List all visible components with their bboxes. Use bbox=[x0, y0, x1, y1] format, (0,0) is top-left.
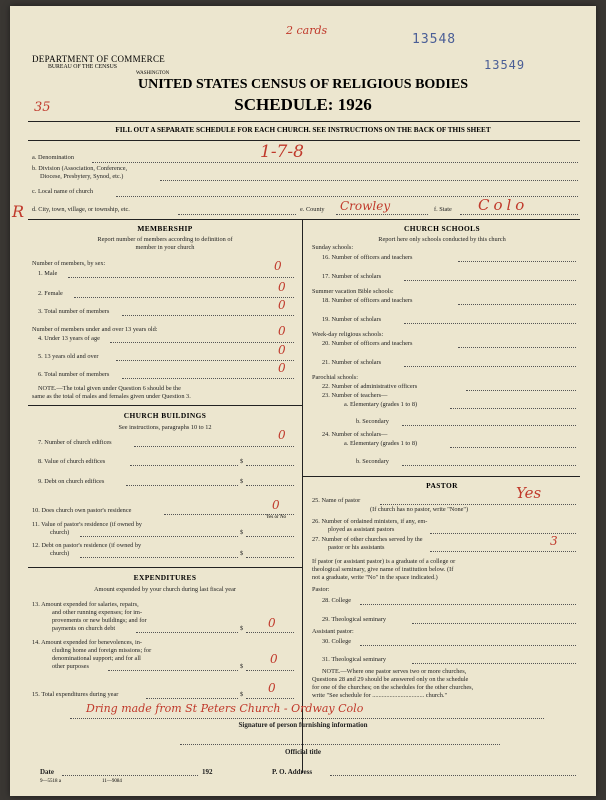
division-label: b. Division (Association, Conference, bbox=[32, 165, 128, 172]
edifices-value-label: 8. Value of church edifices bbox=[38, 458, 106, 465]
q24-label: 24. Number of scholars— bbox=[322, 431, 388, 438]
expense-14-value: 0 bbox=[270, 652, 278, 666]
residence-debt-label: 12. Debt on pastor's residence (if owned by bbox=[32, 542, 142, 549]
dollar-sign: $ bbox=[240, 663, 244, 670]
expense-13-line-a: and other running expenses; for im- bbox=[52, 609, 143, 616]
female-value: 0 bbox=[278, 280, 286, 294]
q27-value: 3 bbox=[550, 534, 558, 548]
assistant-pastor-heading: Assistant pastor: bbox=[312, 628, 354, 635]
age-intro-label: Number of members under and over 13 years old: bbox=[32, 326, 158, 333]
expense-14-line-0: 14. Amount expended for benevolences, in- bbox=[32, 639, 142, 646]
pastor-note-3: for one of the churches; on the schedules for the other churches, bbox=[312, 684, 474, 691]
state-label: f. State bbox=[434, 206, 452, 213]
instruction-rule bbox=[28, 140, 580, 141]
buildings-sub: See instructions, paragraphs 10 to 12 bbox=[118, 424, 212, 431]
date-label: Date bbox=[40, 768, 54, 776]
print-number: 11—9084 bbox=[102, 779, 122, 784]
q29-label: 29. Theological seminary bbox=[322, 616, 387, 623]
under-13-label: 4. Under 13 years of age bbox=[38, 335, 100, 342]
by-sex-label: Number of members, by sex: bbox=[32, 260, 106, 267]
pastor-name-value: Yes bbox=[516, 484, 542, 502]
q23-label: 23. Number of teachers— bbox=[322, 392, 388, 399]
q28-label: 28. College bbox=[322, 597, 352, 604]
total-members-2-label: 6. Total number of members bbox=[38, 371, 110, 378]
margin-letter: R bbox=[12, 202, 25, 221]
year-prefix: 192 bbox=[202, 768, 213, 776]
q16-label: 16. Number of officers and teachers bbox=[322, 254, 413, 261]
edifices-label: 7. Number of church edifices bbox=[38, 439, 112, 446]
accession-stamp-1: 13548 bbox=[412, 32, 457, 47]
cards-note: 2 cards bbox=[286, 24, 328, 37]
county-value: Crowley bbox=[340, 199, 391, 213]
edifices-debt-label: 9. Debt on church edifices bbox=[38, 478, 105, 485]
yes-no-hint: Yes or No bbox=[266, 515, 287, 520]
q18-label: 18. Number of officers and teachers bbox=[322, 297, 413, 304]
official-title-label: Official title bbox=[285, 748, 321, 756]
q22-label: 22. Number of administrative officers bbox=[322, 383, 418, 390]
q26-label: 26. Number of ordained ministers, if any, em- bbox=[312, 518, 428, 525]
membership-note-2: same as the total of males and females given under Question 3. bbox=[32, 393, 191, 400]
schools-title: CHURCH SCHOOLS bbox=[403, 224, 481, 233]
section-rule bbox=[28, 219, 580, 220]
pastor-residence-value: 0 bbox=[272, 498, 280, 512]
expenditures-sub: Amount expended by your church during last fiscal year bbox=[94, 586, 236, 593]
q27-label: 27. Number of other churches served by the bbox=[312, 536, 423, 543]
pastor-name-hint: (If church has no pastor, write "None") bbox=[370, 506, 469, 513]
expense-14-line-b: denominational support; and for all bbox=[52, 655, 141, 662]
dollar-sign: $ bbox=[240, 691, 244, 698]
census-form-sheet bbox=[10, 6, 596, 796]
top-rule bbox=[28, 121, 580, 122]
denomination-value: 1-7-8 bbox=[260, 142, 304, 162]
q27-label-2: pastor or his assistants bbox=[328, 544, 385, 551]
membership-note-1: NOTE.—The total given under Question 6 should be the bbox=[38, 385, 181, 392]
city-field-label: d. City, town, village, or township, etc. bbox=[32, 206, 130, 213]
expense-15-value: 0 bbox=[268, 681, 276, 695]
graduate-intro-2: theological seminary, give name of institution below. (If bbox=[312, 566, 454, 573]
q20-label: 20. Number of officers and teachers bbox=[322, 340, 413, 347]
dollar-sign: $ bbox=[240, 529, 244, 536]
total-members-2-value: 0 bbox=[278, 361, 286, 375]
total-members-value: 0 bbox=[278, 298, 286, 312]
dollar-sign: $ bbox=[240, 478, 244, 485]
total-members-label: 3. Total number of members bbox=[38, 308, 110, 315]
q17-label: 17. Number of scholars bbox=[322, 273, 382, 280]
q21-label: 21. Number of scholars bbox=[322, 359, 382, 366]
accession-stamp-2: 13549 bbox=[484, 58, 526, 72]
q24b-label: b. Secondary bbox=[356, 458, 389, 465]
expense-15-label: 15. Total expenditures during year bbox=[32, 691, 119, 698]
dollar-sign: $ bbox=[240, 625, 244, 632]
residence-value-label: 11. Value of pastor's residence (if owned by bbox=[32, 521, 142, 528]
instruction-line: FILL OUT A SEPARATE SCHEDULE FOR EACH CHURCH. SEE INSTRUCTIONS ON THE BACK OF THIS SHEET bbox=[115, 126, 491, 134]
schools-intro: Report here only schools conducted by this church bbox=[378, 236, 506, 243]
expense-13-line-0: 13. Amount expended for salaries, repairs, bbox=[32, 601, 139, 608]
pastor-name-label: 25. Name of pastor bbox=[312, 497, 361, 504]
schedule-title: SCHEDULE: 1926 bbox=[234, 95, 372, 114]
local-name-label: c. Local name of church bbox=[32, 188, 94, 195]
membership-title: MEMBERSHIP bbox=[137, 224, 193, 233]
graduate-intro-1: If pastor (or assistant pastor) is a graduate of a college or bbox=[312, 558, 456, 565]
weekday-schools-label: Week-day religious schools: bbox=[312, 331, 384, 338]
pastor-college-heading: Pastor: bbox=[312, 586, 330, 593]
county-label: e. County bbox=[300, 206, 325, 213]
sunday-schools-label: Sunday schools: bbox=[312, 244, 354, 251]
q26-label-2: ployed as assistant pastors bbox=[328, 526, 395, 533]
over-13-label: 5. 13 years old and over bbox=[38, 353, 99, 360]
form-title: UNITED STATES CENSUS OF RELIGIOUS BODIES bbox=[137, 77, 468, 92]
margin-number: 35 bbox=[34, 100, 51, 115]
male-label: 1. Male bbox=[38, 270, 58, 277]
residence-debt-label-2: church) bbox=[50, 550, 70, 557]
parochial-schools-label: Parochial schools: bbox=[312, 374, 358, 381]
q31-label: 31. Theological seminary bbox=[322, 656, 387, 663]
buildings-title: CHURCH BUILDINGS bbox=[123, 411, 207, 420]
bureau-label: BUREAU OF THE CENSUS bbox=[48, 64, 117, 70]
division-label-2: Diocese, Presbytery, Synod, etc.) bbox=[40, 173, 124, 180]
q23a-label: a. Elementary (grades 1 to 8) bbox=[344, 401, 418, 408]
q19-label: 19. Number of scholars bbox=[322, 316, 382, 323]
expense-13-value: 0 bbox=[268, 616, 276, 630]
male-value: 0 bbox=[274, 259, 282, 273]
expense-14-line-c: other purposes bbox=[52, 663, 89, 670]
residence-value-label-2: church) bbox=[50, 529, 70, 536]
graduate-intro-3: not a graduate, write "No" in the space indicated.) bbox=[312, 574, 438, 581]
summer-schools-label: Summer vacation Bible schools: bbox=[312, 288, 394, 295]
signature-value: Dring made from St Peters Church - Ordway Colo bbox=[86, 702, 364, 715]
q23b-label: b. Secondary bbox=[356, 418, 389, 425]
column-divider bbox=[302, 219, 303, 773]
city-label: WASHINGTON bbox=[136, 71, 170, 76]
dollar-sign: $ bbox=[240, 550, 244, 557]
q30-label: 30. College bbox=[322, 638, 352, 645]
expenditures-title: EXPENDITURES bbox=[133, 573, 197, 582]
membership-intro-1: Report number of members according to definition of bbox=[97, 236, 233, 243]
female-label: 2. Female bbox=[38, 290, 63, 297]
q24a-label: a. Elementary (grades 1 to 8) bbox=[344, 440, 418, 447]
po-address-label: P. O. Address bbox=[272, 768, 313, 776]
expense-13-line-b: provements or new buildings; and for bbox=[52, 617, 147, 624]
expense-14-line-a: cluding home and foreign missions; for bbox=[52, 647, 152, 654]
over-13-value: 0 bbox=[278, 343, 286, 357]
expense-13-line-c: payments on church debt bbox=[52, 625, 116, 632]
form-number: 9—5518 a bbox=[40, 779, 61, 784]
pastor-note-2: Questions 28 and 29 should be answered only on the schedule bbox=[312, 676, 469, 683]
pastor-note-1: NOTE.—Where one pastor serves two or more churches, bbox=[322, 668, 467, 675]
denomination-label: a. Denomination bbox=[32, 154, 74, 161]
state-value: Colo bbox=[478, 196, 529, 214]
signature-label: Signature of person furnishing information bbox=[238, 721, 368, 729]
pastor-title: PASTOR bbox=[426, 481, 458, 490]
under-13-value: 0 bbox=[278, 324, 286, 338]
department-label: DEPARTMENT OF COMMERCE bbox=[32, 54, 166, 64]
edifices-value: 0 bbox=[278, 428, 286, 442]
pastor-note-4: write "See schedule for ................................. church." bbox=[312, 692, 448, 699]
membership-intro-2: member in your church bbox=[135, 244, 195, 251]
pastor-residence-label: 10. Does church own pastor's residence bbox=[32, 507, 132, 514]
dollar-sign: $ bbox=[240, 458, 244, 465]
